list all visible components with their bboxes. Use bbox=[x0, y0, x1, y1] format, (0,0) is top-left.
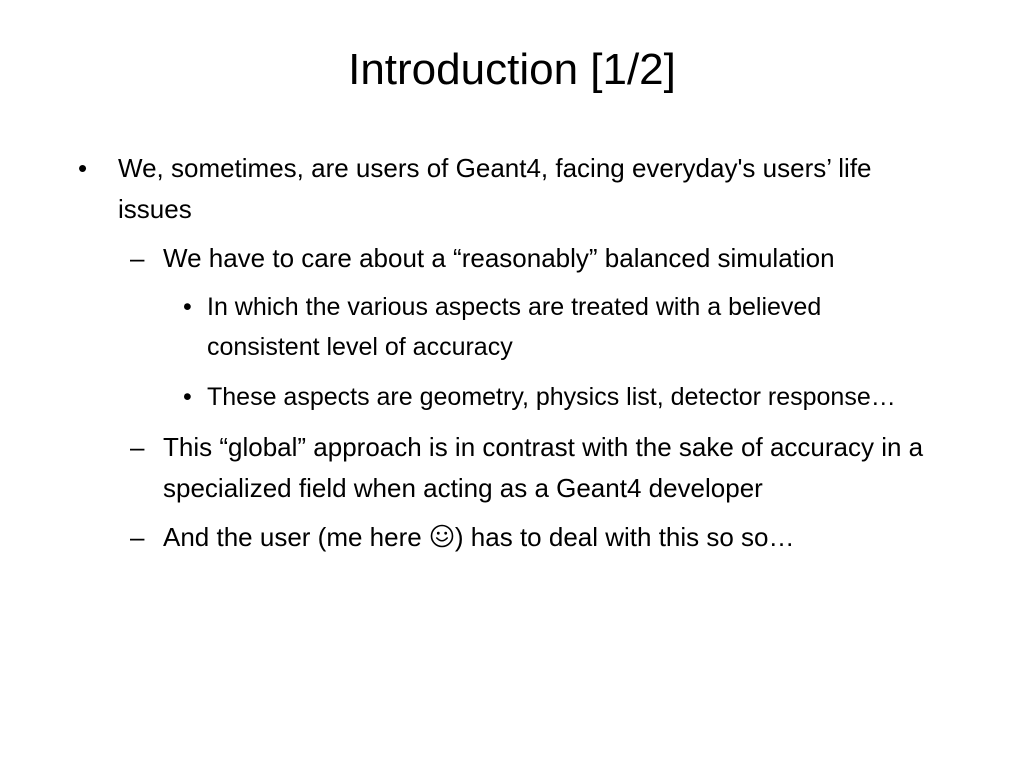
bullet-marker: – bbox=[130, 243, 145, 273]
bullet-item bbox=[0, 287, 907, 367]
bullet-item bbox=[0, 148, 908, 230]
bullet-marker: • bbox=[183, 383, 192, 411]
bullet-text-before: And the user (me here bbox=[163, 522, 429, 552]
bullet-text: We have to care about a “reasonably” balanced simulation bbox=[163, 243, 835, 273]
bullet-item bbox=[0, 238, 933, 279]
bullet-text-after: ) has to deal with this so so… bbox=[454, 522, 795, 552]
bullet-item bbox=[0, 427, 933, 509]
smiley-icon bbox=[429, 523, 455, 549]
bullet-marker: • bbox=[78, 153, 88, 183]
slide-title: Introduction [1/2] bbox=[348, 45, 676, 94]
bullet-item bbox=[0, 517, 933, 558]
bullet-marker: – bbox=[130, 432, 145, 462]
bullet-text: These aspects are geometry, physics list, detector response… bbox=[207, 383, 896, 411]
bullet-text: We, sometimes, are users of Geant4, facing everyday's users’ life issues bbox=[118, 153, 872, 224]
bullet-marker: – bbox=[130, 522, 145, 552]
bullet-text: This “global” approach is in contrast with the sake of accuracy in a specialized field when acting as a Geant4 developer bbox=[163, 432, 924, 503]
bullet-item bbox=[0, 377, 907, 417]
slide-body bbox=[0, 148, 1024, 566]
bullet-marker: • bbox=[183, 293, 192, 321]
bullet-text: In which the various aspects are treated with a believed consistent level of accuracy bbox=[207, 293, 822, 361]
